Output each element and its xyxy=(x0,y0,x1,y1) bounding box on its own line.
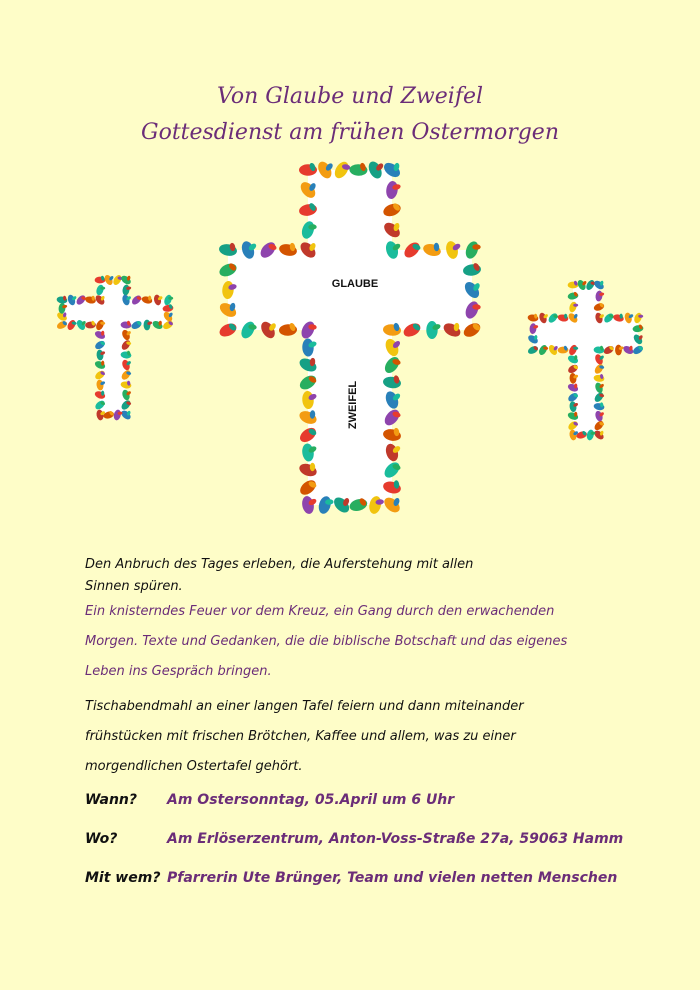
cross-interior xyxy=(228,170,472,505)
paragraph-line: morgendlichen Ostertafel gehört. xyxy=(85,759,303,774)
paragraph-line: Tischabendmahl an einer langen Tafel feiern und dann miteinander xyxy=(85,699,524,714)
paragraph-line: Sinnen spüren. xyxy=(85,579,183,594)
info-who-value: Pfarrerin Ute Brünger, Team und vielen netten Menschen xyxy=(167,870,618,886)
cross-label-glaube: GLAUBE xyxy=(331,278,379,290)
title-line-1: Von Glaube und Zweifel xyxy=(216,84,484,109)
title-line-2: Gottesdienst am frühen Ostermorgen xyxy=(141,120,559,145)
info-when-value: Am Ostersonntag, 05.April um 6 Uhr xyxy=(167,792,455,808)
paragraph-line: Ein knisterndes Feuer vor dem Kreuz, ein Gang durch den erwachenden xyxy=(85,604,555,619)
info-when xyxy=(85,792,454,808)
small-cross-left xyxy=(56,274,175,422)
paragraph-line: Morgen. Texte und Gedanken, die die biblische Botschaft und das eigenes xyxy=(85,634,568,649)
large-cross-center xyxy=(217,159,482,515)
paragraph-2 xyxy=(85,694,524,780)
paragraph-line: frühstücken mit frischen Brötchen, Kaffee und allem, was zu einer xyxy=(85,729,516,744)
paragraph-1-black xyxy=(85,552,473,600)
hand-shape xyxy=(615,345,622,356)
info-where-value: Am Erlöserzentrum, Anton-Voss-Straße 27a, 59063 Hamm xyxy=(167,831,624,847)
hand-shape xyxy=(144,320,151,331)
paragraph-line: Den Anbruch des Tages erleben, die Auferstehung mit allen xyxy=(85,557,474,572)
paragraph-1-purple xyxy=(85,599,567,685)
info-who-label: Mit wem? xyxy=(85,870,161,886)
info-when-label: Wann? xyxy=(85,792,137,808)
cross-label-zweifel: ZWEIFEL xyxy=(347,380,359,430)
paragraph-line: Leben ins Gespräch bringen. xyxy=(85,664,272,679)
info-where xyxy=(85,831,623,847)
cross-interior xyxy=(533,285,638,435)
info-where-label: Wo? xyxy=(85,831,118,847)
info-who xyxy=(85,870,617,886)
hand-shape xyxy=(426,321,437,339)
small-cross-right xyxy=(527,279,645,442)
